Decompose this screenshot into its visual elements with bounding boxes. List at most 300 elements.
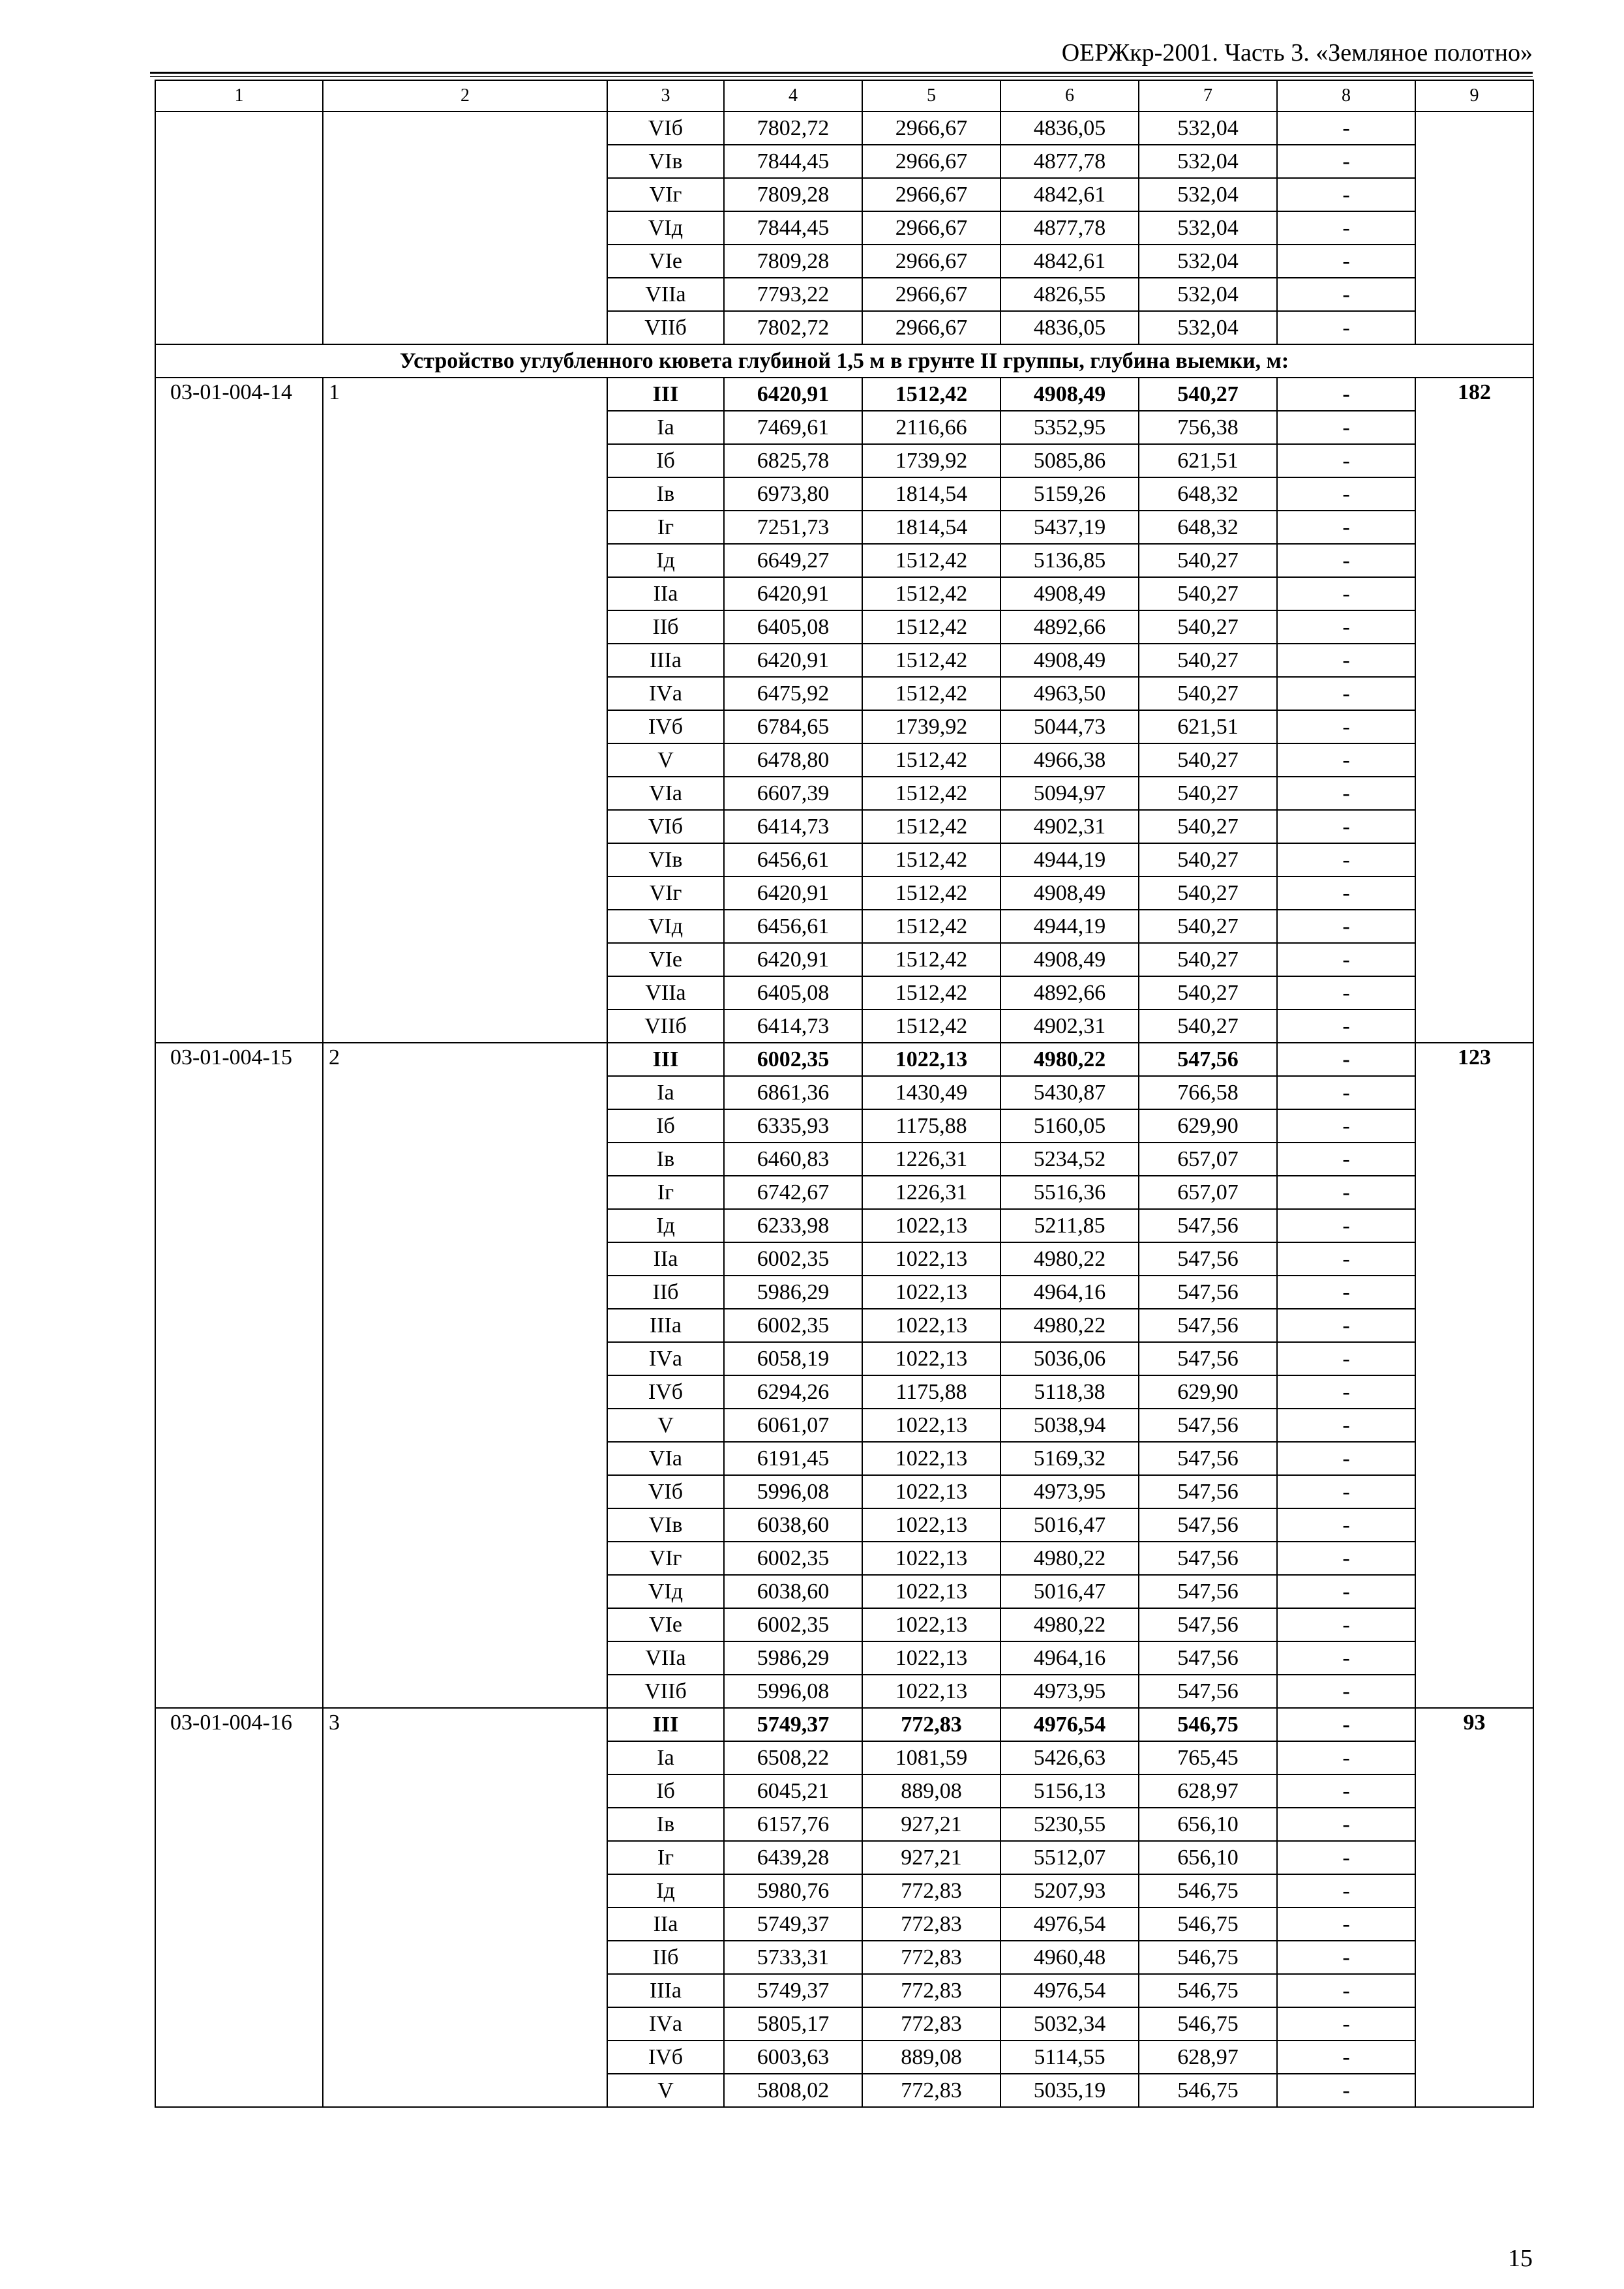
machine-cost-cell: 5234,52 xyxy=(1000,1143,1139,1176)
table-row xyxy=(155,1043,1533,1076)
total-cost-cell: 6061,07 xyxy=(724,1409,862,1442)
total-cost-cell: 6414,73 xyxy=(724,1010,862,1043)
machinist-wages-cell: 532,04 xyxy=(1139,178,1277,211)
wages-cell: 1739,92 xyxy=(862,710,1000,743)
machinist-wages-cell: 540,27 xyxy=(1139,876,1277,910)
machinist-wages-cell: 629,90 xyxy=(1139,1109,1277,1143)
region-code-cell: IIб xyxy=(607,1941,724,1974)
region-code-cell: VIIа xyxy=(607,278,724,311)
machinist-wages-cell: 547,56 xyxy=(1139,1309,1277,1342)
machinist-wages-cell: 547,56 xyxy=(1139,1675,1277,1708)
materials-cell: - xyxy=(1277,411,1415,444)
column-number-row xyxy=(155,80,1533,112)
region-code-cell: III xyxy=(607,1043,724,1076)
materials-cell: - xyxy=(1277,677,1415,710)
wages-cell: 1512,42 xyxy=(862,843,1000,876)
materials-cell: - xyxy=(1277,910,1415,943)
wages-cell: 2966,67 xyxy=(862,112,1000,145)
wages-cell: 772,83 xyxy=(862,2007,1000,2041)
region-code-cell: IIб xyxy=(607,1276,724,1309)
total-cost-cell: 7469,61 xyxy=(724,411,862,444)
total-cost-cell: 5808,02 xyxy=(724,2074,862,2107)
machinist-wages-cell: 540,27 xyxy=(1139,910,1277,943)
wages-cell: 1814,54 xyxy=(862,477,1000,511)
wages-cell: 1512,42 xyxy=(862,1010,1000,1043)
machine-cost-cell: 4892,66 xyxy=(1000,610,1139,644)
machinist-wages-cell: 540,27 xyxy=(1139,1010,1277,1043)
column-number: 9 xyxy=(1415,80,1533,112)
region-code-cell: VIе xyxy=(607,943,724,976)
total-cost-cell: 6002,35 xyxy=(724,1043,862,1076)
total-cost-cell: 7809,28 xyxy=(724,178,862,211)
region-code-cell: VIа xyxy=(607,1442,724,1475)
wages-cell: 772,83 xyxy=(862,1941,1000,1974)
wages-cell: 1512,42 xyxy=(862,743,1000,777)
wages-cell: 1512,42 xyxy=(862,577,1000,610)
machine-cost-cell: 5156,13 xyxy=(1000,1774,1139,1808)
machine-cost-cell: 4877,78 xyxy=(1000,211,1139,245)
materials-cell: - xyxy=(1277,1675,1415,1708)
materials-cell: - xyxy=(1277,843,1415,876)
materials-cell: - xyxy=(1277,1176,1415,1209)
materials-cell: - xyxy=(1277,1242,1415,1276)
wages-cell: 1175,88 xyxy=(862,1109,1000,1143)
total-cost-cell: 5749,37 xyxy=(724,1974,862,2007)
machine-cost-cell: 4826,55 xyxy=(1000,278,1139,311)
column-number: 3 xyxy=(607,80,724,112)
wages-cell: 1022,13 xyxy=(862,1475,1000,1508)
wages-cell: 2966,67 xyxy=(862,178,1000,211)
total-cost-cell: 6460,83 xyxy=(724,1143,862,1176)
machine-cost-cell: 4836,05 xyxy=(1000,311,1139,344)
machine-cost-cell: 4966,38 xyxy=(1000,743,1139,777)
column-number: 8 xyxy=(1277,80,1415,112)
total-cost-cell: 6420,91 xyxy=(724,943,862,976)
total-cost-cell: 6157,76 xyxy=(724,1808,862,1841)
materials-cell: - xyxy=(1277,178,1415,211)
machinist-wages-cell: 546,75 xyxy=(1139,1941,1277,1974)
region-code-cell: Iв xyxy=(607,1143,724,1176)
page-number: 15 xyxy=(1508,2245,1533,2272)
machine-cost-cell: 5159,26 xyxy=(1000,477,1139,511)
materials-cell: - xyxy=(1277,1542,1415,1575)
wages-cell: 1512,42 xyxy=(862,610,1000,644)
machinist-wages-cell: 546,75 xyxy=(1139,1708,1277,1741)
total-cost-cell: 6405,08 xyxy=(724,976,862,1010)
total-cost-cell: 5996,08 xyxy=(724,1675,862,1708)
machine-cost-cell: 5016,47 xyxy=(1000,1575,1139,1608)
machine-cost-cell: 4944,19 xyxy=(1000,843,1139,876)
machine-cost-cell: 5160,05 xyxy=(1000,1109,1139,1143)
machinist-wages-cell: 540,27 xyxy=(1139,544,1277,577)
machine-cost-cell: 5032,34 xyxy=(1000,2007,1139,2041)
machinist-wages-cell: 628,97 xyxy=(1139,1774,1277,1808)
wages-cell: 772,83 xyxy=(862,1708,1000,1741)
materials-cell: - xyxy=(1277,444,1415,477)
wages-cell: 1512,42 xyxy=(862,544,1000,577)
machinist-wages-cell: 532,04 xyxy=(1139,278,1277,311)
wages-cell: 1512,42 xyxy=(862,976,1000,1010)
machine-cost-cell: 4842,61 xyxy=(1000,178,1139,211)
wages-cell: 1022,13 xyxy=(862,1043,1000,1076)
materials-cell: - xyxy=(1277,644,1415,677)
total-cost-cell: 6414,73 xyxy=(724,810,862,843)
wages-cell: 1512,42 xyxy=(862,777,1000,810)
machinist-wages-cell: 547,56 xyxy=(1139,1641,1277,1675)
region-code-cell: VIIб xyxy=(607,1675,724,1708)
header-rule-thin xyxy=(150,76,1533,77)
total-cost-cell: 6456,61 xyxy=(724,843,862,876)
wages-cell: 927,21 xyxy=(862,1808,1000,1841)
region-code-cell: Iб xyxy=(607,1774,724,1808)
total-cost-cell: 7802,72 xyxy=(724,112,862,145)
machine-cost-cell: 5036,06 xyxy=(1000,1342,1139,1375)
machinist-wages-cell: 532,04 xyxy=(1139,145,1277,178)
norm-code: 03-01-004-14 xyxy=(155,378,323,1043)
machinist-wages-cell: 657,07 xyxy=(1139,1143,1277,1176)
section-title: Устройство углубленного кювета глубиной 1,5 м в грунте II группы, глубина выемки, м: xyxy=(155,344,1533,378)
wages-cell: 889,08 xyxy=(862,2041,1000,2074)
machinist-wages-cell: 532,04 xyxy=(1139,311,1277,344)
materials-cell: - xyxy=(1277,1442,1415,1475)
materials-cell: - xyxy=(1277,1908,1415,1941)
machine-cost-cell: 5016,47 xyxy=(1000,1508,1139,1542)
machine-cost-cell: 4973,95 xyxy=(1000,1475,1139,1508)
machinist-wages-cell: 648,32 xyxy=(1139,511,1277,544)
total-cost-cell: 7844,45 xyxy=(724,211,862,245)
wages-cell: 772,83 xyxy=(862,1974,1000,2007)
region-code-cell: VIIа xyxy=(607,1641,724,1675)
region-code-cell: IIб xyxy=(607,610,724,644)
wages-cell: 772,83 xyxy=(862,1874,1000,1908)
wages-cell: 1814,54 xyxy=(862,511,1000,544)
materials-cell: - xyxy=(1277,710,1415,743)
total-cost-cell: 6456,61 xyxy=(724,910,862,943)
machinist-wages-cell: 540,27 xyxy=(1139,610,1277,644)
wages-cell: 1739,92 xyxy=(862,444,1000,477)
machinist-wages-cell: 547,56 xyxy=(1139,1608,1277,1641)
wages-cell: 1430,49 xyxy=(862,1076,1000,1109)
materials-cell: - xyxy=(1277,311,1415,344)
machine-cost-cell: 4908,49 xyxy=(1000,378,1139,411)
machine-cost-cell: 4980,22 xyxy=(1000,1309,1139,1342)
machine-cost-cell: 4976,54 xyxy=(1000,1908,1139,1941)
region-code-cell: Iд xyxy=(607,1209,724,1242)
region-code-cell: IIIа xyxy=(607,1974,724,2007)
total-cost-cell: 6058,19 xyxy=(724,1342,862,1375)
column-number: 2 xyxy=(323,80,607,112)
materials-cell: - xyxy=(1277,1575,1415,1608)
wages-cell: 2966,67 xyxy=(862,278,1000,311)
machine-cost-cell: 5516,36 xyxy=(1000,1176,1139,1209)
machine-cost-cell: 4877,78 xyxy=(1000,145,1139,178)
machine-cost-cell: 4964,16 xyxy=(1000,1276,1139,1309)
machine-cost-cell: 4836,05 xyxy=(1000,112,1139,145)
materials-cell: - xyxy=(1277,810,1415,843)
name-cell xyxy=(323,112,607,344)
machinist-wages-cell: 540,27 xyxy=(1139,577,1277,610)
table-body xyxy=(155,80,1533,2107)
column-number: 4 xyxy=(724,80,862,112)
column-number: 7 xyxy=(1139,80,1277,112)
materials-cell: - xyxy=(1277,1276,1415,1309)
total-cost-cell: 6973,80 xyxy=(724,477,862,511)
machine-cost-cell: 4892,66 xyxy=(1000,976,1139,1010)
total-cost-cell: 6045,21 xyxy=(724,1774,862,1808)
norm-name: 2 xyxy=(323,1043,607,1708)
table-row xyxy=(155,378,1533,411)
total-cost-cell: 7802,72 xyxy=(724,311,862,344)
region-code-cell: VIг xyxy=(607,178,724,211)
region-code-cell: IVа xyxy=(607,1342,724,1375)
machine-cost-cell: 4902,31 xyxy=(1000,1010,1139,1043)
labor-cell: 182 xyxy=(1415,378,1533,1043)
machine-cost-cell: 4980,22 xyxy=(1000,1242,1139,1276)
wages-cell: 1022,13 xyxy=(862,1641,1000,1675)
wages-cell: 1022,13 xyxy=(862,1675,1000,1708)
total-cost-cell: 5986,29 xyxy=(724,1276,862,1309)
machine-cost-cell: 5169,32 xyxy=(1000,1442,1139,1475)
materials-cell: - xyxy=(1277,1409,1415,1442)
total-cost-cell: 6475,92 xyxy=(724,677,862,710)
materials-cell: - xyxy=(1277,1143,1415,1176)
total-cost-cell: 6420,91 xyxy=(724,644,862,677)
wages-cell: 1022,13 xyxy=(862,1309,1000,1342)
total-cost-cell: 5749,37 xyxy=(724,1908,862,1941)
wages-cell: 1512,42 xyxy=(862,644,1000,677)
machinist-wages-cell: 547,56 xyxy=(1139,1242,1277,1276)
materials-cell: - xyxy=(1277,1010,1415,1043)
materials-cell: - xyxy=(1277,511,1415,544)
materials-cell: - xyxy=(1277,1874,1415,1908)
region-code-cell: VIб xyxy=(607,1475,724,1508)
total-cost-cell: 6861,36 xyxy=(724,1076,862,1109)
total-cost-cell: 6649,27 xyxy=(724,544,862,577)
wages-cell: 1512,42 xyxy=(862,876,1000,910)
region-code-cell: VIв xyxy=(607,145,724,178)
machinist-wages-cell: 546,75 xyxy=(1139,2007,1277,2041)
machine-cost-cell: 4902,31 xyxy=(1000,810,1139,843)
region-code-cell: Iг xyxy=(607,1176,724,1209)
machine-cost-cell: 4842,61 xyxy=(1000,245,1139,278)
machinist-wages-cell: 657,07 xyxy=(1139,1176,1277,1209)
materials-cell: - xyxy=(1277,1043,1415,1076)
machine-cost-cell: 5035,19 xyxy=(1000,2074,1139,2107)
table-row xyxy=(155,112,1533,145)
column-number: 6 xyxy=(1000,80,1139,112)
total-cost-cell: 6405,08 xyxy=(724,610,862,644)
wages-cell: 1022,13 xyxy=(862,1442,1000,1475)
materials-cell: - xyxy=(1277,278,1415,311)
total-cost-cell: 7844,45 xyxy=(724,145,862,178)
region-code-cell: VIIб xyxy=(607,311,724,344)
header-rule xyxy=(150,72,1533,74)
total-cost-cell: 6038,60 xyxy=(724,1575,862,1608)
machinist-wages-cell: 547,56 xyxy=(1139,1342,1277,1375)
section-row xyxy=(155,344,1533,378)
region-code-cell: Iа xyxy=(607,1741,724,1774)
machinist-wages-cell: 546,75 xyxy=(1139,1874,1277,1908)
machinist-wages-cell: 532,04 xyxy=(1139,112,1277,145)
machinist-wages-cell: 765,45 xyxy=(1139,1741,1277,1774)
materials-cell: - xyxy=(1277,145,1415,178)
wages-cell: 1512,42 xyxy=(862,810,1000,843)
machine-cost-cell: 5352,95 xyxy=(1000,411,1139,444)
total-cost-cell: 7251,73 xyxy=(724,511,862,544)
region-code-cell: VIг xyxy=(607,1542,724,1575)
materials-cell: - xyxy=(1277,1342,1415,1375)
total-cost-cell: 6825,78 xyxy=(724,444,862,477)
region-code-cell: VIе xyxy=(607,1608,724,1641)
total-cost-cell: 6003,63 xyxy=(724,2041,862,2074)
materials-cell: - xyxy=(1277,1608,1415,1641)
wages-cell: 1022,13 xyxy=(862,1409,1000,1442)
region-code-cell: III xyxy=(607,1708,724,1741)
machinist-wages-cell: 547,56 xyxy=(1139,1043,1277,1076)
labor-cell: 93 xyxy=(1415,1708,1533,2107)
machinist-wages-cell: 546,75 xyxy=(1139,2074,1277,2107)
region-code-cell: Iг xyxy=(607,1841,724,1874)
machinist-wages-cell: 547,56 xyxy=(1139,1542,1277,1575)
wages-cell: 889,08 xyxy=(862,1774,1000,1808)
wages-cell: 1512,42 xyxy=(862,378,1000,411)
wages-cell: 2116,66 xyxy=(862,411,1000,444)
wages-cell: 772,83 xyxy=(862,2074,1000,2107)
materials-cell: - xyxy=(1277,1475,1415,1508)
total-cost-cell: 6420,91 xyxy=(724,577,862,610)
wages-cell: 1022,13 xyxy=(862,1508,1000,1542)
wages-cell: 1022,13 xyxy=(862,1542,1000,1575)
machine-cost-cell: 5230,55 xyxy=(1000,1808,1139,1841)
machinist-wages-cell: 756,38 xyxy=(1139,411,1277,444)
machine-cost-cell: 4908,49 xyxy=(1000,943,1139,976)
region-code-cell: Iб xyxy=(607,444,724,477)
materials-cell: - xyxy=(1277,2074,1415,2107)
total-cost-cell: 6294,26 xyxy=(724,1375,862,1409)
wages-cell: 1022,13 xyxy=(862,1209,1000,1242)
total-cost-cell: 6420,91 xyxy=(724,876,862,910)
materials-cell: - xyxy=(1277,610,1415,644)
machine-cost-cell: 4976,54 xyxy=(1000,1708,1139,1741)
region-code-cell: Iв xyxy=(607,477,724,511)
wages-cell: 1022,13 xyxy=(862,1242,1000,1276)
materials-cell: - xyxy=(1277,777,1415,810)
region-code-cell: Iб xyxy=(607,1109,724,1143)
total-cost-cell: 6335,93 xyxy=(724,1109,862,1143)
norm-code: 03-01-004-15 xyxy=(155,1043,323,1708)
total-cost-cell: 5980,76 xyxy=(724,1874,862,1908)
machinist-wages-cell: 547,56 xyxy=(1139,1209,1277,1242)
wages-cell: 1081,59 xyxy=(862,1741,1000,1774)
machinist-wages-cell: 532,04 xyxy=(1139,245,1277,278)
total-cost-cell: 6742,67 xyxy=(724,1176,862,1209)
total-cost-cell: 6002,35 xyxy=(724,1608,862,1641)
machinist-wages-cell: 540,27 xyxy=(1139,843,1277,876)
machinist-wages-cell: 540,27 xyxy=(1139,743,1277,777)
materials-cell: - xyxy=(1277,477,1415,511)
materials-cell: - xyxy=(1277,1309,1415,1342)
machine-cost-cell: 5038,94 xyxy=(1000,1409,1139,1442)
region-code-cell: VIг xyxy=(607,876,724,910)
materials-cell: - xyxy=(1277,1941,1415,1974)
materials-cell: - xyxy=(1277,1076,1415,1109)
materials-cell: - xyxy=(1277,1974,1415,2007)
total-cost-cell: 6607,39 xyxy=(724,777,862,810)
code-cell xyxy=(155,112,323,344)
machine-cost-cell: 4980,22 xyxy=(1000,1043,1139,1076)
materials-cell: - xyxy=(1277,1109,1415,1143)
total-cost-cell: 6002,35 xyxy=(724,1309,862,1342)
column-number: 1 xyxy=(155,80,323,112)
region-code-cell: VIд xyxy=(607,211,724,245)
table-row xyxy=(155,1708,1533,1741)
norm-name: 3 xyxy=(323,1708,607,2107)
column-number: 5 xyxy=(862,80,1000,112)
region-code-cell: VIв xyxy=(607,1508,724,1542)
materials-cell: - xyxy=(1277,211,1415,245)
wages-cell: 1022,13 xyxy=(862,1342,1000,1375)
machinist-wages-cell: 621,51 xyxy=(1139,444,1277,477)
region-code-cell: IIIа xyxy=(607,644,724,677)
machine-cost-cell: 5426,63 xyxy=(1000,1741,1139,1774)
total-cost-cell: 5749,37 xyxy=(724,1708,862,1741)
materials-cell: - xyxy=(1277,2007,1415,2041)
region-code-cell: VIIа xyxy=(607,976,724,1010)
machine-cost-cell: 4980,22 xyxy=(1000,1542,1139,1575)
region-code-cell: V xyxy=(607,2074,724,2107)
labor-cell: 123 xyxy=(1415,1043,1533,1708)
region-code-cell: Iа xyxy=(607,1076,724,1109)
machinist-wages-cell: 648,32 xyxy=(1139,477,1277,511)
wages-cell: 2966,67 xyxy=(862,245,1000,278)
materials-cell: - xyxy=(1277,976,1415,1010)
machinist-wages-cell: 540,27 xyxy=(1139,677,1277,710)
machine-cost-cell: 5430,87 xyxy=(1000,1076,1139,1109)
total-cost-cell: 7793,22 xyxy=(724,278,862,311)
machine-cost-cell: 5136,85 xyxy=(1000,544,1139,577)
total-cost-cell: 6038,60 xyxy=(724,1508,862,1542)
region-code-cell: IIа xyxy=(607,577,724,610)
region-code-cell: VIа xyxy=(607,777,724,810)
machinist-wages-cell: 540,27 xyxy=(1139,976,1277,1010)
machinist-wages-cell: 546,75 xyxy=(1139,1908,1277,1941)
materials-cell: - xyxy=(1277,1774,1415,1808)
wages-cell: 1022,13 xyxy=(862,1575,1000,1608)
region-code-cell: Iв xyxy=(607,1808,724,1841)
machinist-wages-cell: 532,04 xyxy=(1139,211,1277,245)
materials-cell: - xyxy=(1277,1741,1415,1774)
wages-cell: 927,21 xyxy=(862,1841,1000,1874)
machinist-wages-cell: 629,90 xyxy=(1139,1375,1277,1409)
machinist-wages-cell: 621,51 xyxy=(1139,710,1277,743)
page-header: ОЕРЖкр-2001. Часть 3. «Земляное полотно» xyxy=(1061,39,1533,67)
labor-cell xyxy=(1415,112,1533,344)
machine-cost-cell: 4908,49 xyxy=(1000,876,1139,910)
machine-cost-cell: 4908,49 xyxy=(1000,577,1139,610)
total-cost-cell: 6002,35 xyxy=(724,1542,862,1575)
materials-cell: - xyxy=(1277,1641,1415,1675)
norm-name: 1 xyxy=(323,378,607,1043)
materials-cell: - xyxy=(1277,743,1415,777)
machinist-wages-cell: 547,56 xyxy=(1139,1409,1277,1442)
materials-cell: - xyxy=(1277,876,1415,910)
machinist-wages-cell: 766,58 xyxy=(1139,1076,1277,1109)
materials-cell: - xyxy=(1277,1808,1415,1841)
total-cost-cell: 6784,65 xyxy=(724,710,862,743)
region-code-cell: V xyxy=(607,743,724,777)
total-cost-cell: 5733,31 xyxy=(724,1941,862,1974)
region-code-cell: VIIб xyxy=(607,1010,724,1043)
